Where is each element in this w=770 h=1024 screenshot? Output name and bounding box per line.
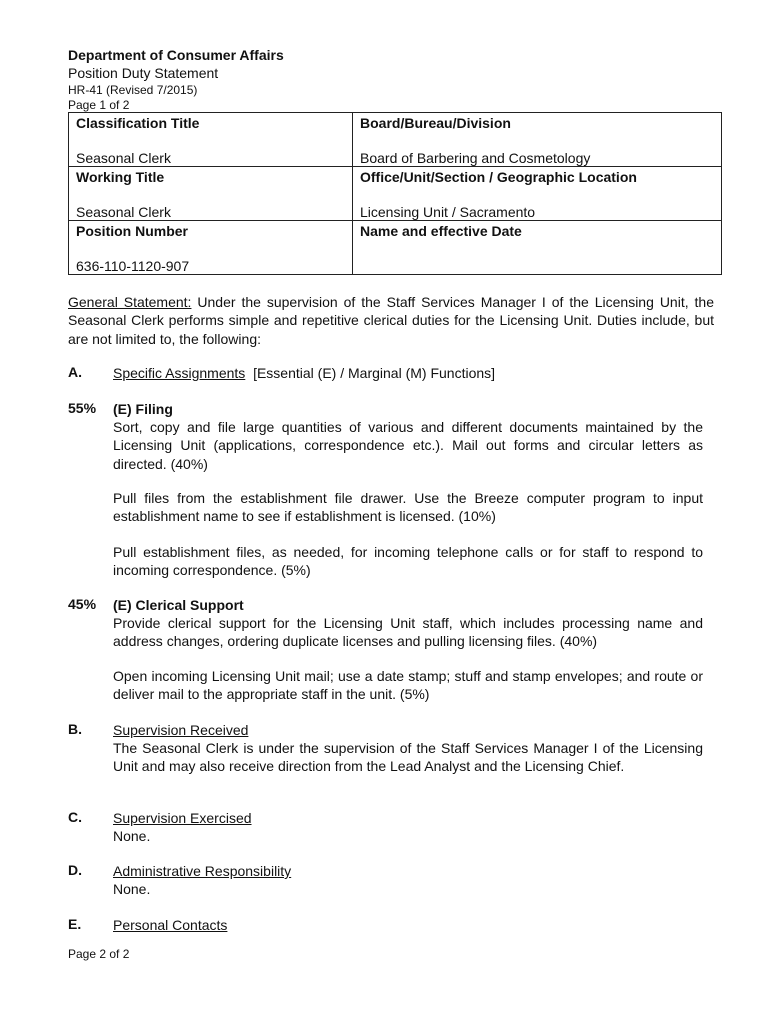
name-date-label: Name and effective Date (360, 223, 522, 239)
board-value: Board of Barbering and Cosmetology (360, 150, 591, 166)
section-c-marker: C. (68, 809, 82, 825)
section-b-text: The Seasonal Clerk is under the supervision of the Staff Services Manager I of the Licensing Unit and may also receive direction from the Lead Analyst and the Licensing Chief. (113, 740, 703, 775)
classification-cell (69, 113, 353, 167)
section-d-text: None. (113, 881, 151, 897)
clerical-title: (E) Clerical Support (113, 597, 244, 613)
position-info-table (68, 112, 722, 275)
section-e-title: Personal Contacts (113, 917, 228, 933)
working-title-value: Seasonal Clerk (76, 204, 171, 220)
table-row (69, 221, 722, 275)
section-a-marker: A. (68, 364, 82, 380)
document-title: Position Duty Statement (68, 65, 219, 81)
working-title-cell (69, 167, 353, 221)
section-d-marker: D. (68, 862, 82, 878)
filing-paragraph-2: Pull files from the establishment file drawer. Use the Breeze computer program to input establishment name to see if establishment is licensed. (10%) (113, 490, 703, 525)
clerical-percent: 45% (68, 596, 97, 612)
section-e-marker: E. (68, 916, 82, 932)
general-statement (68, 293, 714, 348)
page-number: Page 1 of 2 (68, 98, 130, 112)
clerical-paragraph-1: Provide clerical support for the Licensing Unit staff, which includes processing name and address changes, ordering duplicate licenses and pulling licensing files. (40%) (113, 615, 703, 650)
classification-value: Seasonal Clerk (76, 150, 171, 166)
section-c-text: None. (113, 828, 151, 844)
filing-paragraph-1: Sort, copy and file large quantities of various and different documents maintained by the Licensing Unit (applications, correspondence etc.). Mail out forms and circular letters as directed. (40%) (113, 419, 703, 472)
classification-label: Classification Title (76, 115, 200, 131)
clerical-paragraph-2: Open incoming Licensing Unit mail; use a date stamp; stuff and stamp envelopes; and route or deliver mail to the appropriate staff in the unit. (5%) (113, 668, 703, 703)
footer-page-number: Page 2 of 2 (68, 947, 130, 961)
position-number-value: 636-110-1120-907 (76, 258, 190, 274)
working-title-label: Working Title (76, 169, 165, 185)
office-value: Licensing Unit / Sacramento (360, 204, 536, 220)
table-row (69, 167, 722, 221)
department-name: Department of Consumer Affairs (68, 47, 284, 63)
position-number-cell (69, 221, 353, 275)
form-id: HR-41 (Revised 7/2015) (68, 83, 198, 97)
name-date-cell (353, 221, 722, 275)
board-label: Board/Bureau/Division (360, 115, 511, 131)
section-d-title: Administrative Responsibility (113, 863, 292, 879)
office-cell (353, 167, 722, 221)
office-label: Office/Unit/Section / Geographic Location (360, 169, 637, 185)
table-row (69, 113, 722, 167)
section-a-title: Specific Assignments (113, 365, 246, 381)
filing-title: (E) Filing (113, 401, 173, 417)
section-a-heading (113, 364, 703, 382)
board-cell (353, 113, 722, 167)
position-number-label: Position Number (76, 223, 189, 239)
section-b-marker: B. (68, 721, 82, 737)
section-a-subtitle: [Essential (E) / Marginal (M) Functions] (245, 365, 496, 381)
general-statement-label: General Statement: (68, 294, 192, 310)
filing-percent: 55% (68, 400, 97, 416)
general-statement-text: Under the supervision of the Staff Services Manager I of the Licensing Unit, the Seasonal Clerk performs simple and repetitive clerical duties for the Licensing Unit. Duties include, but are not limited to, the following: (68, 294, 714, 347)
section-b-title: Supervision Received (113, 722, 249, 738)
filing-paragraph-3: Pull establishment files, as needed, for incoming telephone calls or for staff to respond to incoming correspondence. (5%) (113, 544, 703, 579)
section-c-title: Supervision Exercised (113, 810, 252, 826)
